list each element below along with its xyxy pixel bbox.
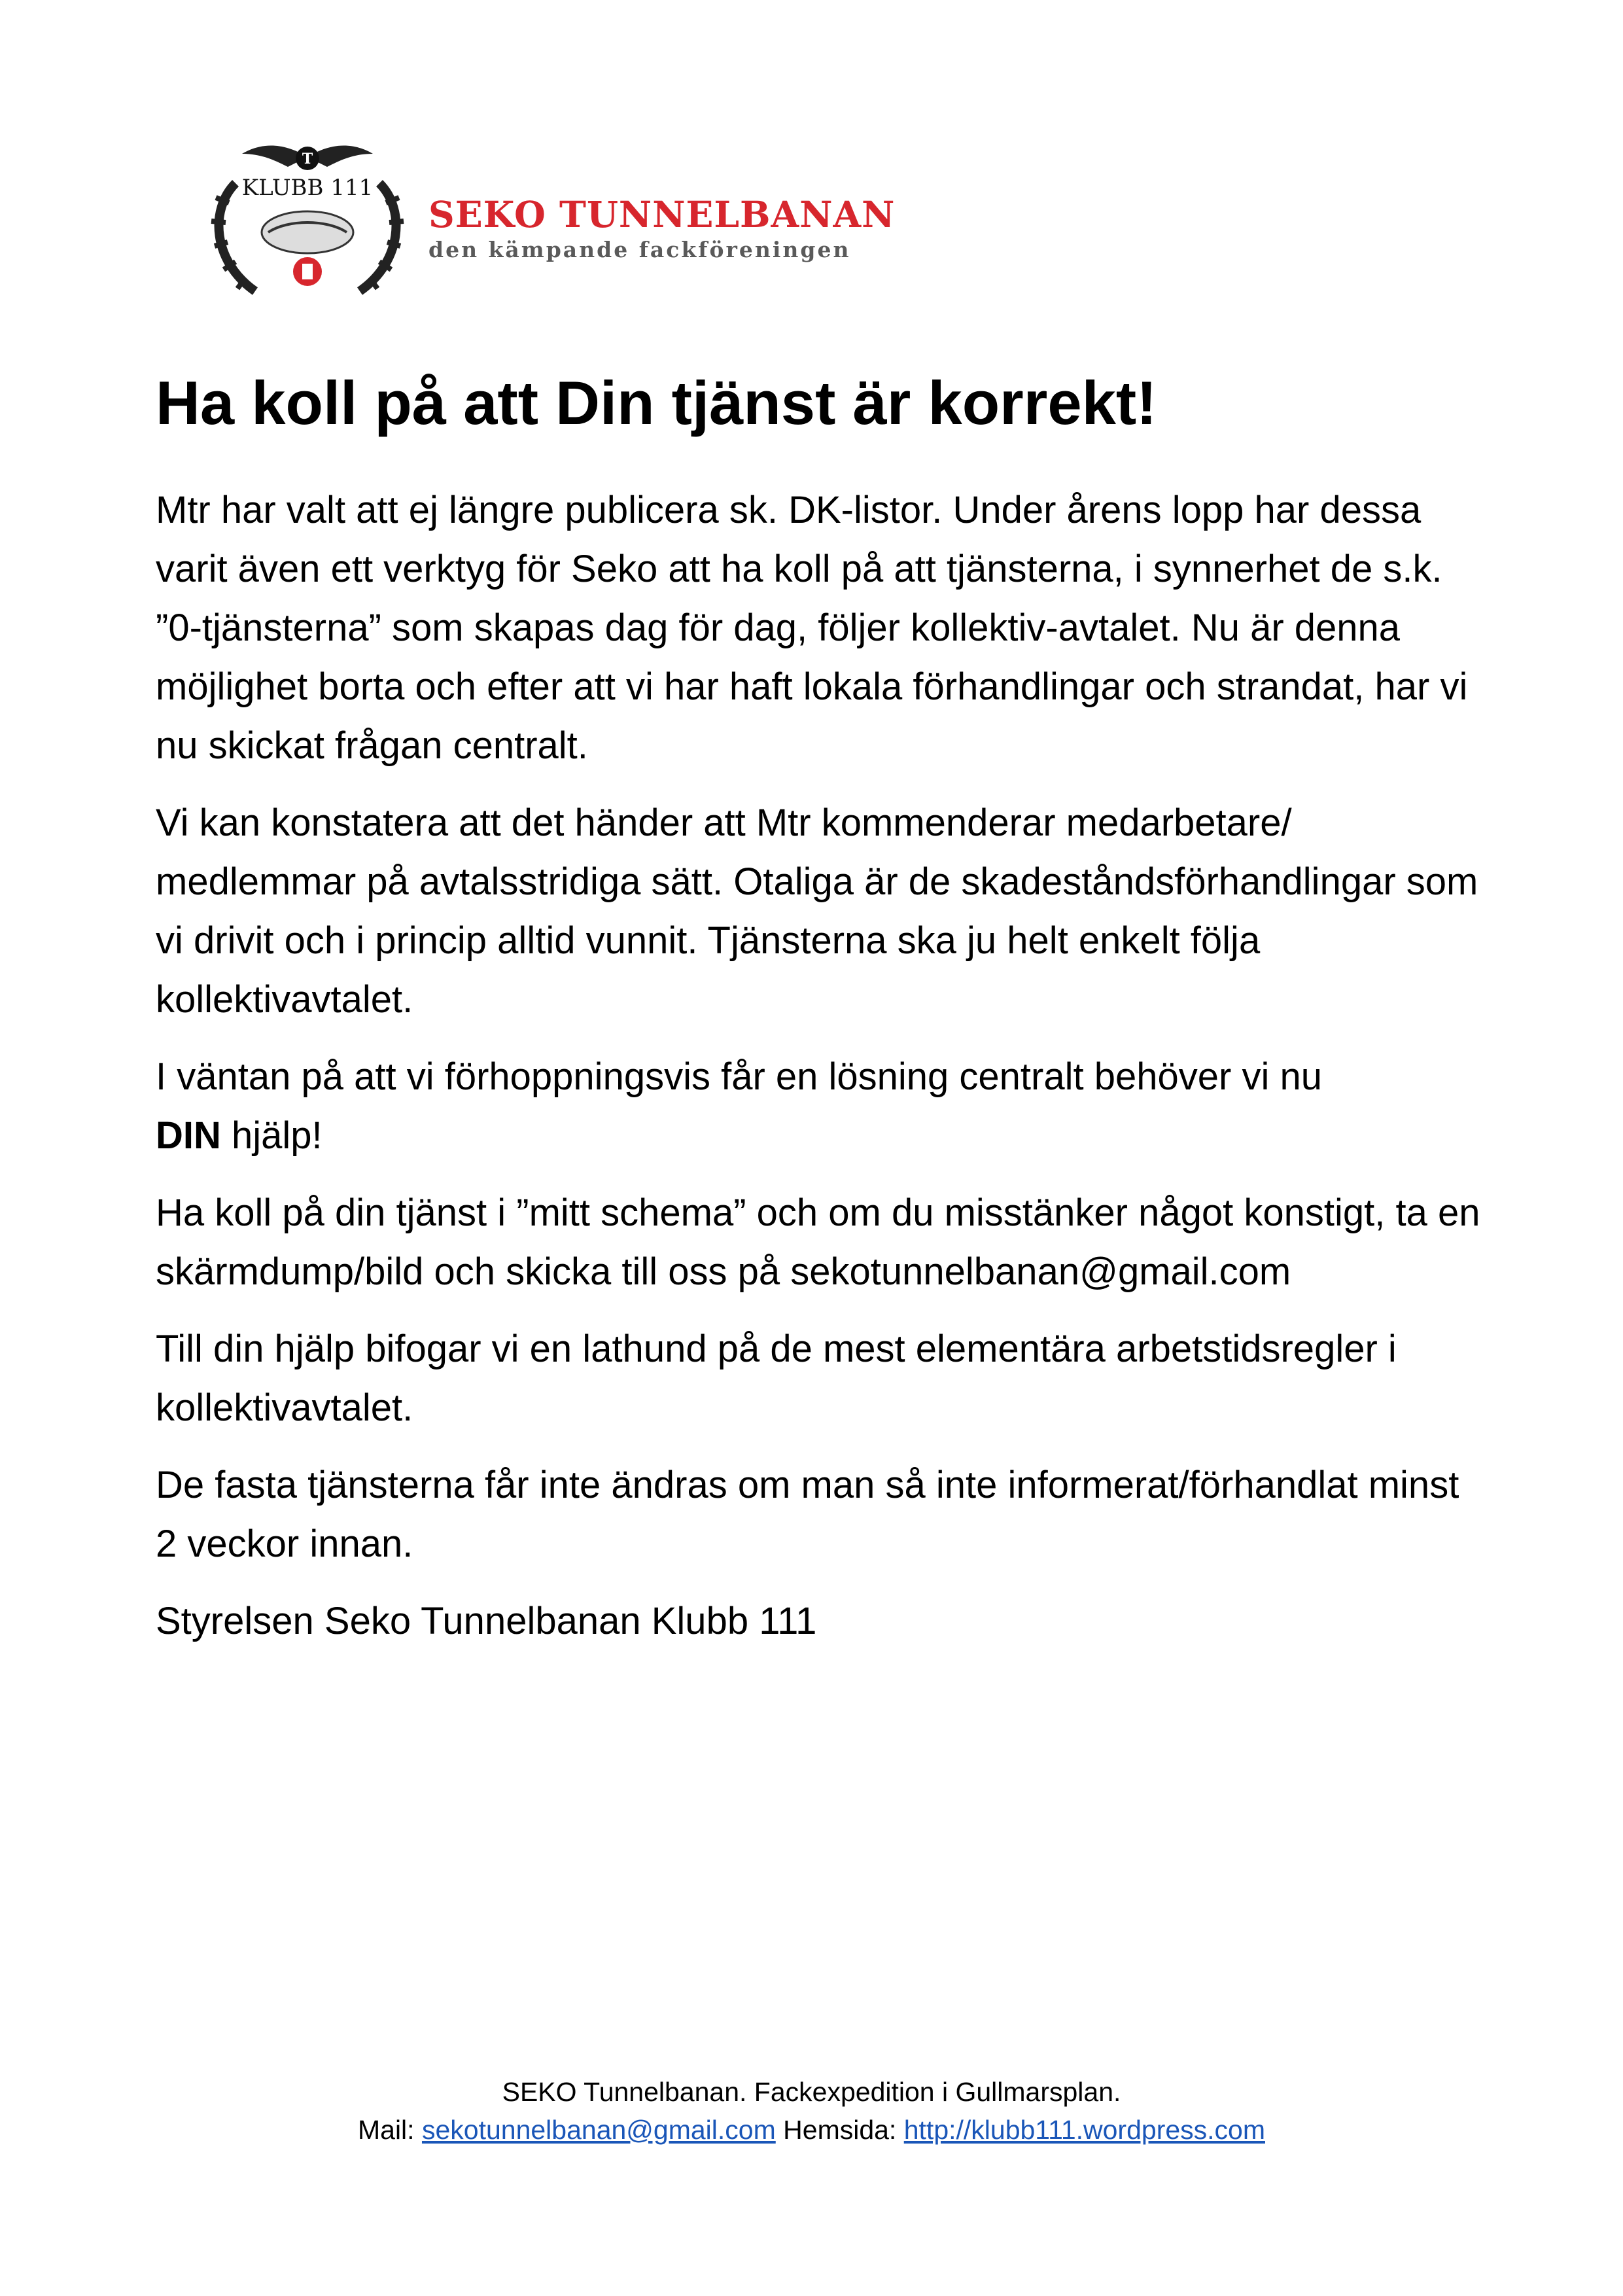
paragraph-dk-listor: Mtr har valt att ej längre publicera sk. DK-listor. Under årens lopp har dessa varit även ett verktyg för Seko att ha koll på att tjänsterna, i synnerhet de s.k. ”0-tjänsterna” som skapas dag för dag, följer kollektiv-avtalet. Nu är denna möjlighet borta och efter att vi har haft lokala förhandlingar och strandat, har vi nu skickat frågan centralt. xyxy=(156,489,1468,767)
paragraph-lathund: Till din hjälp bifogar vi en lathund på de mest elementära arbetstidsregler i kollektivavtalet. xyxy=(156,1328,1397,1429)
footer-site-label: Hemsida: xyxy=(783,2115,897,2145)
paragraph-avtalsstridiga: Vi kan konstatera att det händer att Mtr kommenderar medarbetare/ medlemmar på avtalsstridiga sätt. Otaliga är de skadeståndsförhandlingar som vi drivit och i princip alltid vunnit. Tjänsterna ska ju helt enkelt följa kollektivavtalet. xyxy=(156,802,1478,1021)
help-text-bold: DIN xyxy=(156,1114,221,1157)
paragraph-help xyxy=(156,1048,1490,1165)
svg-text:KLUBB 111: KLUBB 111 xyxy=(241,175,374,201)
footer-site-link[interactable]: http://klubb111.wordpress.com xyxy=(903,2115,1265,2145)
klubb-emblem-icon xyxy=(196,137,419,308)
brand-block xyxy=(428,193,896,262)
footer-address: SEKO Tunnelbanan. Fackexpedition i Gullmarsplan. xyxy=(502,2077,1121,2107)
footer-mail-link[interactable]: sekotunnelbanan@gmail.com xyxy=(421,2115,776,2145)
help-text-before: I väntan på att vi förhoppningsvis får en lösning centralt behöver vi nu xyxy=(156,1055,1322,1098)
footer xyxy=(0,2073,1623,2149)
page-title: Ha koll på att Din tjänst är korrekt! xyxy=(156,368,1157,437)
klubb-111-logo xyxy=(196,137,419,308)
help-text-after: hjälp! xyxy=(232,1114,323,1157)
svg-text:T: T xyxy=(302,150,313,168)
footer-mail-label: Mail: xyxy=(357,2115,415,2145)
brand-tagline: den kämpande fackföreningen xyxy=(428,237,851,262)
signature: Styrelsen Seko Tunnelbanan Klubb 111 xyxy=(156,1600,817,1642)
footer-contact xyxy=(0,2111,1623,2149)
document-body xyxy=(156,481,1490,1669)
paragraph-fasta-tjanster: De fasta tjänsterna får inte ändras om man så inte informerat/förhandlat minst 2 veckor innan. xyxy=(156,1464,1459,1565)
brand-name: SEKO TUNNELBANAN xyxy=(428,193,896,236)
paragraph-mitt-schema: Ha koll på din tjänst i ”mitt schema” och om du misstänker något konstigt, ta en skärmdump/bild och skicka till oss på sekotunnelbanan@gmail.com xyxy=(156,1192,1480,1293)
